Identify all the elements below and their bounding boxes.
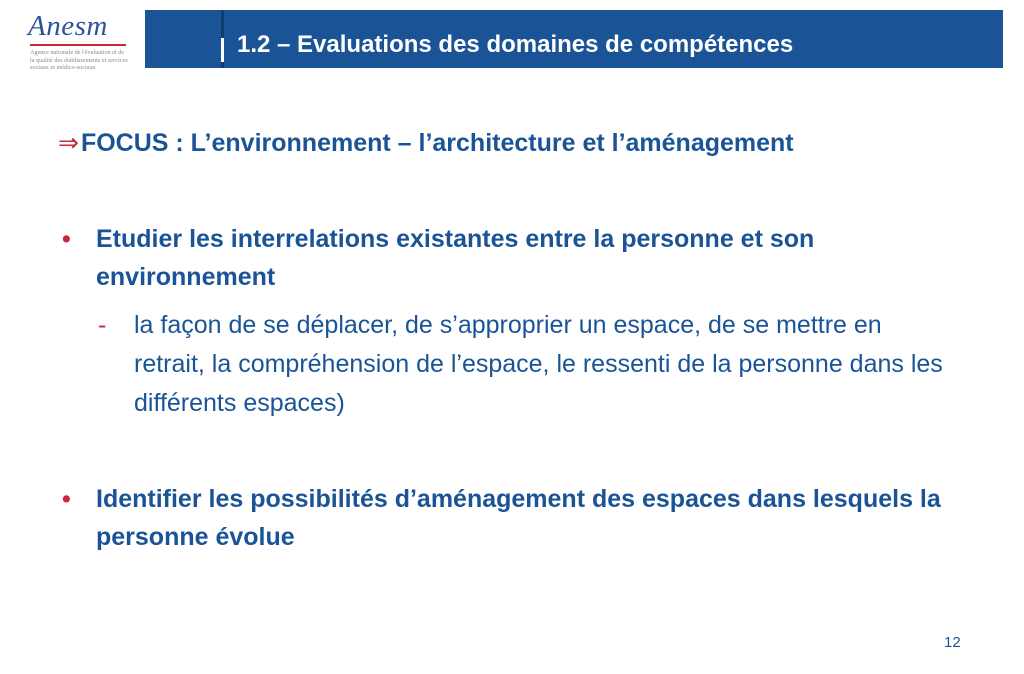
bullet-icon: • [62, 485, 71, 513]
dash-icon: - [98, 311, 107, 339]
logo-underline [30, 44, 126, 46]
header-tick [221, 38, 224, 62]
logo-wordmark: Anesm [28, 10, 108, 42]
bullet-icon: • [62, 225, 71, 253]
focus-line [58, 128, 794, 158]
sub-item [98, 306, 954, 423]
bullet-item [62, 220, 956, 296]
logo-tagline: Agence nationale de l'évaluation et de la qualité des établissements et services sociaux et médico-sociaux [30, 49, 128, 71]
implies-arrow-icon: ⇒ [58, 129, 79, 157]
bullet-item [62, 480, 956, 556]
focus-text: FOCUS : L’environnement – l’architecture et l’aménagement [80, 129, 794, 157]
slide-title: 1.2 – Evaluations des domaines de compétences [237, 31, 794, 58]
bullet-text: Etudier les interrelations existantes entre la personne et son environnement [96, 225, 815, 291]
bullet-text: Identifier les possibilités d’aménagement des espaces dans lesquels la personne évolue [96, 485, 941, 551]
anesm-logo [24, 10, 128, 80]
page-number: 12 [944, 634, 961, 651]
sub-item-text: la façon de se déplacer, de s’approprier un espace, de se mettre en retrait, la compréhension de l’espace, le ressenti de la personne dans les différents espaces) [134, 311, 943, 417]
